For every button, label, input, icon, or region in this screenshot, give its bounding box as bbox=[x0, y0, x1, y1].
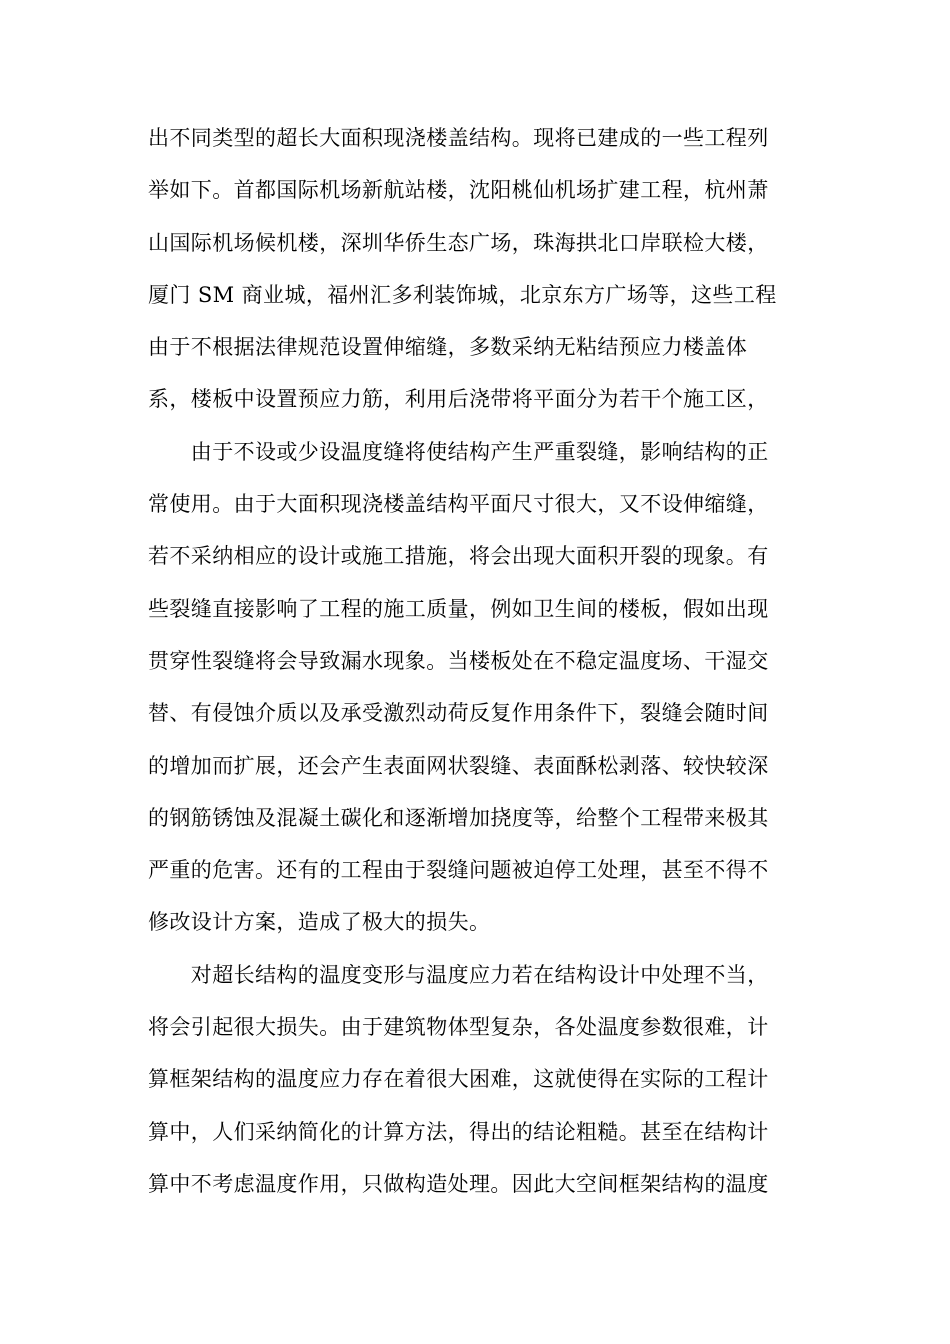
text-line: 些裂缝直接影响了工程的施工质量，例如卫生间的楼板，假如出现 bbox=[148, 596, 769, 621]
paragraph-start-line: 由于不设或少设温度缝将使结构产生严重裂缝，影响结构的正 bbox=[148, 439, 769, 464]
text-line: 的增加而扩展，还会产生表面网状裂缝、表面酥松剥落、较快较深 bbox=[148, 753, 769, 778]
text-line: 的钢筋锈蚀及混凝土碳化和逐渐增加挠度等，给整个工程带来极其 bbox=[148, 805, 769, 830]
text-line: 将会引起很大损失。由于建筑物体型复杂，各处温度参数很难，计 bbox=[148, 1015, 769, 1040]
text-line: 常使用。由于大面积现浇楼盖结构平面尺寸很大，又不设伸缩缝， bbox=[148, 492, 769, 517]
text-line: 举如下。首都国际机场新航站楼，沈阳桃仙机场扩建工程，杭州萧 bbox=[148, 178, 769, 203]
text-line: 若不采纳相应的设计或施工措施，将会出现大面积开裂的现象。有 bbox=[148, 544, 769, 569]
body-text bbox=[148, 112, 808, 1210]
text-line: 算中不考虑温度作用，只做构造处理。因此大空间框架结构的温度 bbox=[148, 1171, 769, 1196]
text-line: 出不同类型的超长大面积现浇楼盖结构。现将已建成的一些工程列 bbox=[148, 126, 769, 150]
text-line: 替、有侵蚀介质以及承受激烈动荷反复作用条件下，裂缝会随时间 bbox=[148, 701, 769, 726]
text-line: 算框架结构的温度应力存在着很大困难，这就使得在实际的工程计 bbox=[148, 1067, 769, 1092]
text-line: 算中，人们采纳简化的计算方法，得出的结论粗糙。甚至在结构计 bbox=[148, 1119, 769, 1144]
text-line: 系，楼板中设置预应力筋，利用后浇带将平面分为若干个施工区， bbox=[148, 387, 769, 412]
text-line: 严重的危害。还有的工程由于裂缝问题被迫停工处理，甚至不得不 bbox=[148, 858, 769, 883]
paragraph-start-line: 对超长结构的温度变形与温度应力若在结构设计中处理不当， bbox=[148, 962, 769, 987]
text-line: 修改设计方案，造成了极大的损失。 bbox=[148, 910, 491, 935]
text-line: 由于不根据法律规范设置伸缩缝，多数采纳无粘结预应力楼盖体 bbox=[148, 335, 748, 360]
text-line: 山国际机场候机楼，深圳华侨生态广场，珠海拱北口岸联检大楼， bbox=[148, 230, 769, 255]
text-line: 厦门 SM 商业城，福州汇多利装饰城，北京东方广场等，这些工程 bbox=[148, 282, 777, 307]
text-line: 贯穿性裂缝将会导致漏水现象。当楼板处在不稳定温度场、干湿交 bbox=[148, 648, 769, 673]
